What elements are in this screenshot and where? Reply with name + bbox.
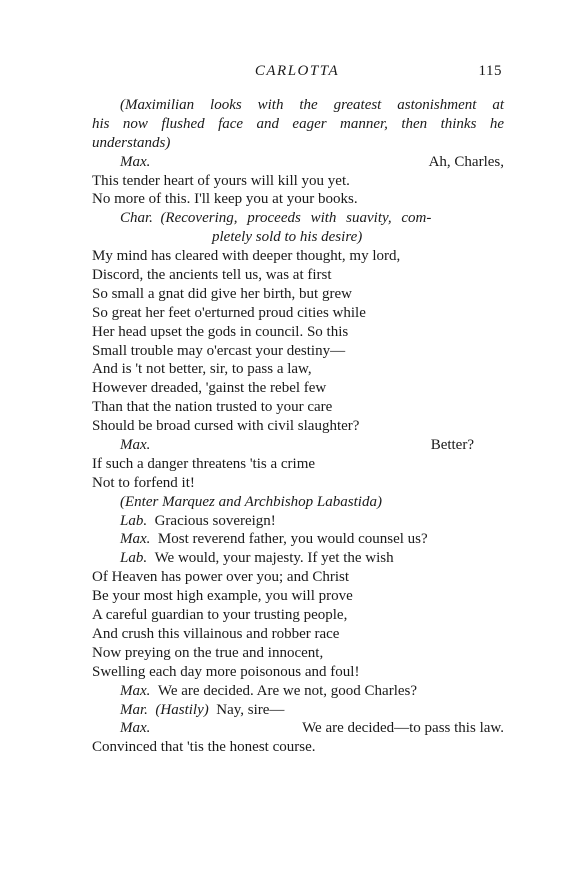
verse-line: Should be broad cursed with civil slaughter? (92, 418, 360, 435)
play-text (92, 96, 504, 757)
stage-direction: (Enter Marquez and Archbishop Labastida) (120, 493, 382, 510)
dialogue-line (92, 549, 504, 568)
verse-line: Than that the nation trusted to your care (92, 399, 333, 416)
verse-line: Her head upset the gods in council. So this (92, 323, 349, 340)
verse-line: Be your most high example, you will prove (92, 588, 353, 605)
dialogue-line (92, 682, 504, 701)
verse-line: And crush this villainous and robber race (92, 625, 340, 642)
stage-direction: pletely sold to his desire) (212, 229, 363, 246)
stage-direction: (Hastily) (155, 701, 209, 718)
speaker-name: Max. (120, 531, 151, 548)
dialogue-line (92, 719, 504, 738)
speaker-name: Mar. (120, 701, 148, 718)
verse-line: This tender heart of yours will kill you yet. (92, 172, 350, 189)
verse-line: And is 't not better, sir, to pass a law, (92, 361, 312, 378)
verse-text: We would, your majesty. If yet the wish (154, 550, 394, 567)
speaker-name: Lab. (120, 512, 148, 529)
dialogue-line (92, 209, 504, 228)
verse-line: However dreaded, 'gainst the rebel few (92, 380, 327, 397)
verse-text: Nay, sire— (216, 701, 285, 718)
verse-line: A careful guardian to your trusting people, (92, 607, 348, 624)
speaker-name: Max. (120, 682, 151, 699)
verse-line: Discord, the ancients tell us, was at first (92, 267, 332, 284)
page-header (92, 63, 502, 83)
verse-line: No more of this. I'll keep you at your books. (92, 191, 358, 208)
speaker-name: Max. (120, 720, 151, 737)
stage-direction: his now flushed face and eager manner, then thinks he (92, 115, 504, 132)
dialogue-line (92, 512, 504, 531)
stage-direction: (Maximilian looks with the greatest astonishment at (120, 97, 504, 113)
speaker-name: Char. (120, 210, 153, 227)
running-title: CARLOTTA (254, 63, 340, 79)
speaker-name: Max. (120, 437, 151, 454)
verse-line: Now preying on the true and innocent, (92, 644, 324, 661)
dialogue-line (92, 436, 504, 455)
speaker-name: Lab. (120, 550, 148, 567)
verse-text: We are decided—to pass this law. (302, 720, 504, 737)
verse-line: Small trouble may o'ercast your destiny— (92, 342, 346, 359)
dialogue-line (92, 153, 504, 172)
verse-text: Gracious sovereign! (154, 512, 276, 529)
verse-line: My mind has cleared with deeper thought, my lord, (92, 248, 401, 265)
stage-direction: (Recovering, proceeds with suavity, com- (160, 210, 432, 227)
verse-line: If such a danger threatens 'tis a crime (92, 455, 316, 472)
dialogue-line (92, 530, 504, 549)
verse-text: Better? (430, 437, 474, 454)
verse-line: So small a gnat did give her birth, but grew (92, 285, 352, 302)
verse-line: Of Heaven has power over you; and Christ (92, 569, 350, 586)
verse-line: Swelling each day more poisonous and foul! (92, 663, 360, 680)
verse-text: Ah, Charles, (428, 153, 504, 170)
dialogue-line (92, 701, 504, 720)
verse-text: Most reverend father, you would counsel us? (157, 531, 428, 548)
verse-line: So great her feet o'erturned proud cities while (92, 304, 366, 321)
verse-text: We are decided. Are we not, good Charles? (157, 682, 418, 699)
stage-direction: understands) (92, 134, 171, 151)
verse-line: Not to forfend it! (92, 474, 195, 491)
speaker-name: Max. (120, 153, 151, 170)
verse-line: Convinced that 'tis the honest course. (92, 739, 316, 756)
page-number: 115 (478, 63, 502, 79)
